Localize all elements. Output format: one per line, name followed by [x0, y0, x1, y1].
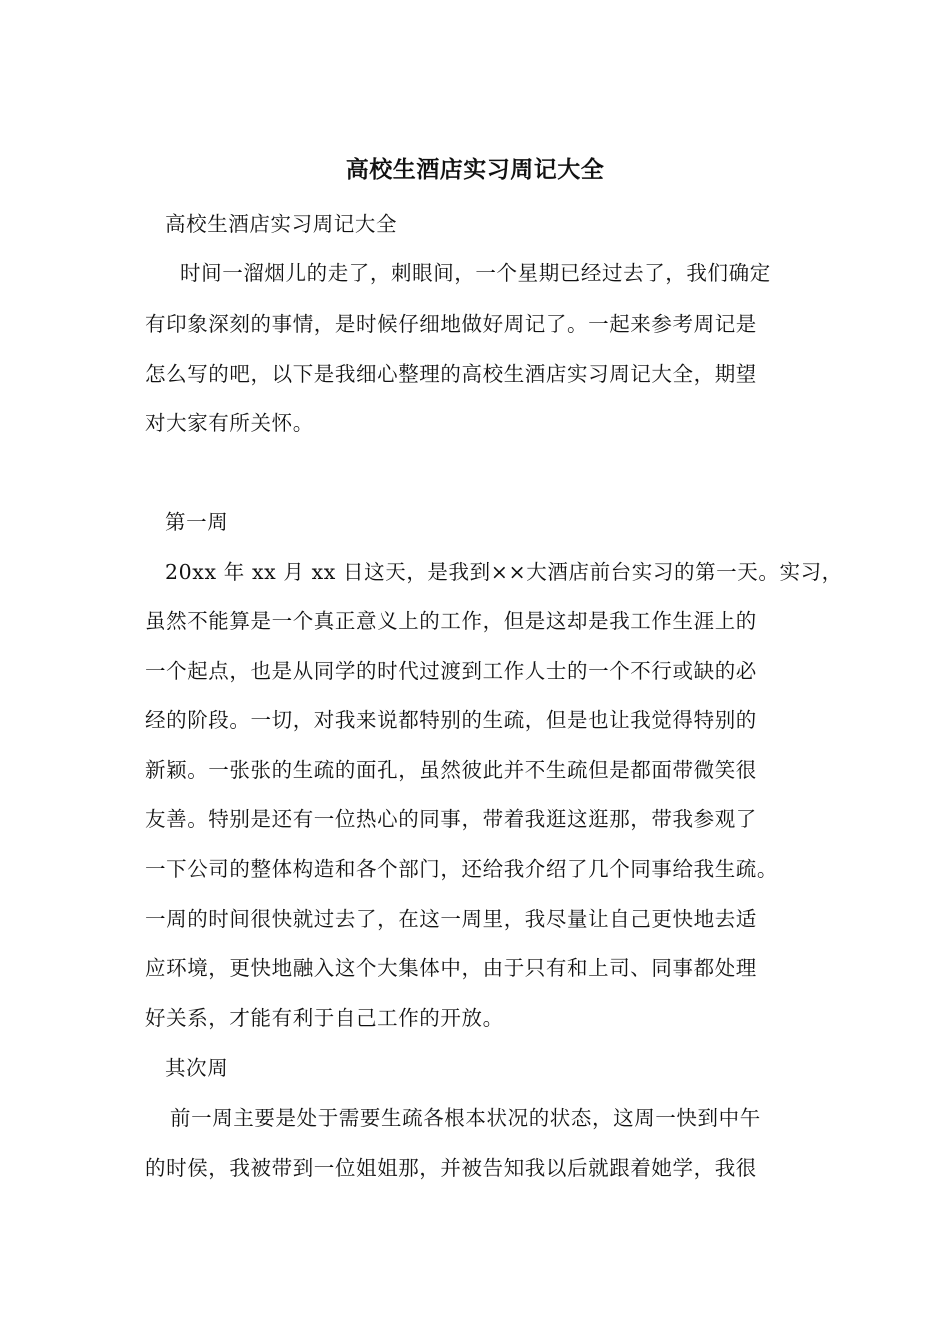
document-title: 高校生酒店实习周记大全	[345, 156, 605, 183]
paragraph-line: 有印象深刻的事情，是时候仔细地做好周记了。一起来参考周记是	[145, 312, 757, 336]
section-heading-week-one: 第一周	[165, 510, 229, 534]
paragraph-line: 一个起点，也是从同学的时代过渡到工作人士的一个不行或缺的必	[145, 659, 757, 683]
paragraph-line: 的时侯，我被带到一位姐姐那，并被告知我以后就跟着她学，我很	[145, 1156, 757, 1180]
paragraph-line: 前一周主要是处于需要生疏各根本状况的状态，这周一快到中午	[170, 1106, 761, 1130]
paragraph-line: 对大家有所关怀。	[145, 411, 314, 435]
paragraph-line: 友善。特别是还有一位热心的同事，带着我逛这逛那，带我参观了	[145, 807, 757, 831]
paragraph-line: 一下公司的整体构造和各个部门，还给我介绍了几个同事给我生疏。	[145, 857, 778, 881]
paragraph-line: 经的阶段。一切，对我来说都特别的生疏，但是也让我觉得特别的	[145, 708, 757, 732]
section-heading-week-two: 其次周	[165, 1056, 229, 1080]
paragraph-line: 20xx 年 xx 月 xx 日这天，是我到××大酒店前台实习的第一天。实习，	[165, 560, 843, 584]
subtitle-line: 高校生酒店实习周记大全	[165, 212, 398, 236]
paragraph-line: 虽然不能算是一个真正意义上的工作，但是这却是我工作生涯上的	[145, 609, 757, 633]
paragraph-line: 时间一溜烟儿的走了，刺眼间，一个星期已经过去了，我们确定	[180, 261, 771, 285]
paragraph-line: 一周的时间很快就过去了，在这一周里，我尽量让自己更快地去适	[145, 907, 757, 931]
paragraph-line: 新颖。一张张的生疏的面孔，虽然彼此并不生疏但是都面带微笑很	[145, 758, 757, 782]
paragraph-line: 怎么写的吧，以下是我细心整理的高校生酒店实习周记大全，期望	[145, 362, 757, 386]
paragraph-line: 应环境，更快地融入这个大集体中，由于只有和上司、同事都处理	[145, 956, 757, 980]
paragraph-line: 好关系，才能有利于自己工作的开放。	[145, 1006, 504, 1030]
